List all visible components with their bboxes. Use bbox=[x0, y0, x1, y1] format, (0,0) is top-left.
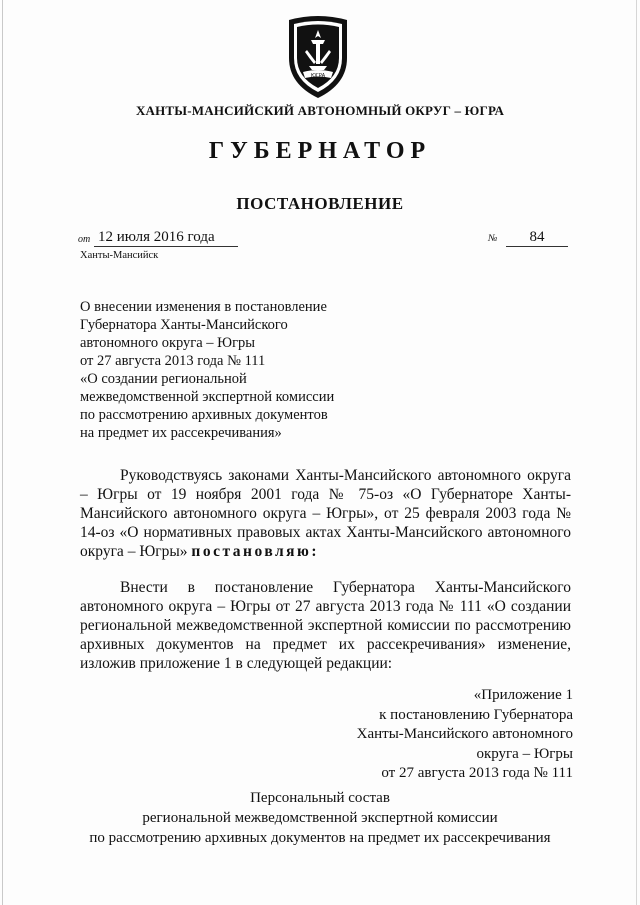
resolve-word: постановляю: bbox=[191, 543, 320, 560]
emblem-banner-text: ЮГРА bbox=[310, 73, 326, 79]
region-title: ХАНТЫ-МАНСИЙСКИЙ АВТОНОМНЫЙ ОКРУГ – ЮГРА bbox=[135, 103, 505, 118]
amendment-paragraph bbox=[80, 578, 571, 673]
appendix-line: округа – Югры bbox=[476, 745, 573, 762]
subject-line: на предмет их рассекречивания» bbox=[80, 425, 282, 441]
subject-line: автономного округа – Югры bbox=[80, 335, 256, 351]
coat-of-arms-emblem bbox=[283, 14, 353, 100]
subject-line: О внесении изменения в постановление bbox=[80, 299, 327, 315]
appendix-line: «Приложение 1 bbox=[473, 687, 573, 703]
composition-line: по рассмотрению архивных документов на предмет их рассекречивания bbox=[89, 830, 551, 846]
document-date: 12 июля 2016 года bbox=[94, 229, 238, 247]
number-prefix: № bbox=[488, 233, 498, 244]
subject-line: по рассмотрению архивных документов bbox=[80, 407, 328, 423]
document-type-title: ПОСТАНОВЛЕНИЕ bbox=[236, 194, 404, 213]
appendix-line: от 27 августа 2013 года № 111 bbox=[381, 765, 573, 781]
date-number-row bbox=[78, 229, 578, 251]
date-prefix: от bbox=[78, 234, 91, 245]
preamble-paragraph bbox=[80, 466, 571, 561]
scan-edge-left bbox=[2, 0, 3, 905]
preamble-text: Руководствуясь законами Ханты-Мансийского автономного округа – Югры от 19 ноября 2001 года № 75-оз «О Губернаторе Ханты-Мансийского автономного округа – Югры», от 25 февраля 2003 года № 14-оз «О нормативных правовых актах Ханты-Мансийского автономного округа – Югры» bbox=[80, 467, 571, 560]
subject-line: «О создании региональной bbox=[80, 371, 247, 387]
appendix-line: Ханты-Мансийского автономного bbox=[356, 726, 573, 742]
appendix-reference bbox=[273, 686, 573, 784]
composition-line: региональной межведомственной экспертной комиссии bbox=[142, 810, 498, 826]
appendix-line: к постановлению Губернатора bbox=[379, 706, 573, 723]
amendment-text: Внести в постановление Губернатора Ханты-Мансийского автономного округа – Югры от 27 августа 2013 года № 111 «О создании региональной межведомственной экспертной комиссии по рассмотрению архивных документов на предмет их рассекречивания» изменение, изложив приложение 1 в следующей редакции: bbox=[80, 579, 571, 672]
subject-line: от 27 августа 2013 года № 111 bbox=[80, 353, 266, 369]
scan-edge-right bbox=[636, 0, 637, 905]
document-number: 84 bbox=[506, 229, 568, 247]
issuing-city: Ханты-Мансийск bbox=[80, 250, 159, 261]
authority-title: ГУБЕРНАТОР bbox=[208, 138, 432, 164]
composition-heading bbox=[0, 788, 640, 848]
subject-line: межведомственной экспертной комиссии bbox=[80, 389, 335, 405]
composition-line: Персональный состав bbox=[250, 790, 390, 806]
subject-line: Губернатора Ханты-Мансийского bbox=[80, 317, 288, 333]
document-subject bbox=[80, 298, 400, 442]
